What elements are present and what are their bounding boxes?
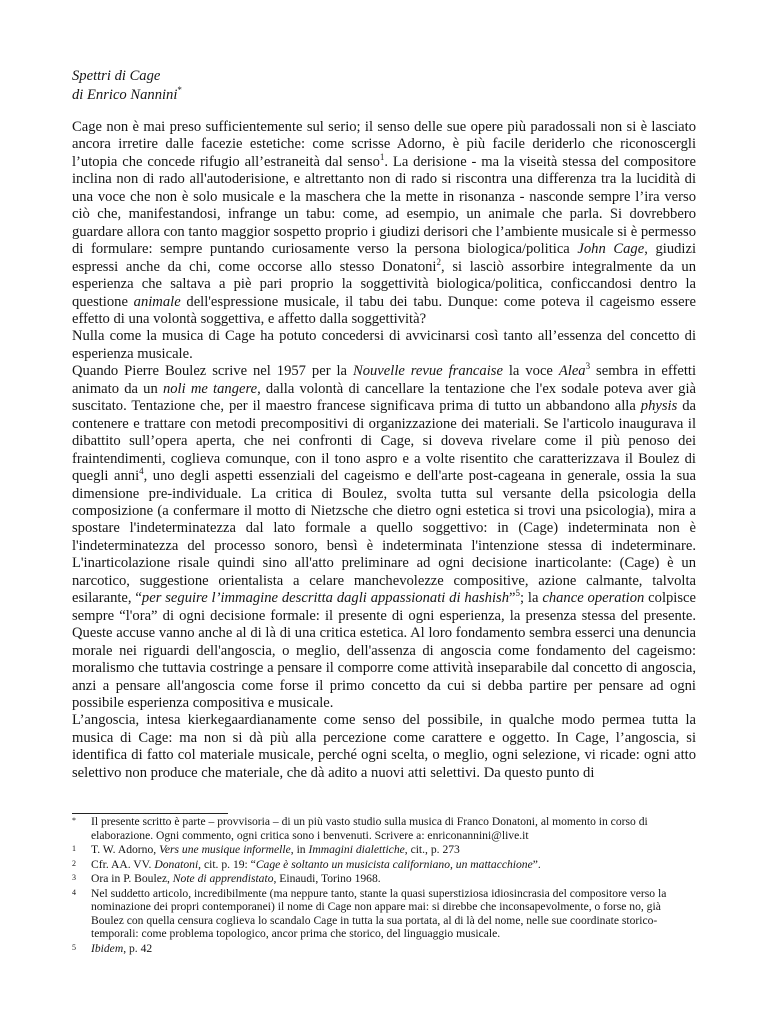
text-run: , dalla volontà di cancellare la tentazione che l'ex sodale poteva aver già suscitato. Tentazione che, per il maestro francese significava prima di tutto un abbandono alla: [72, 380, 696, 415]
italic-text: noli me tangere: [162, 380, 258, 397]
italic-text: Note di apprendistato: [172, 872, 274, 885]
text-run: Il presente scritto è parte – provvisoria – di un più vasto studio sulla musica di Franco Donatoni, al momento in corso di elaborazione. Ogni commento, ogni critica sono i benvenuti. Scrivere a: enriconannini@live.it: [91, 815, 648, 842]
text-run: Cage non è mai preso sufficientemente sul serio; il senso delle sue opere più paradossali non si è lasciato ancora irretire dalle facezie estetiche: come scrisse Adorno, è più facile deriderlo che riconoscergli l’utopia che concede rifugio all’estraneità dal senso: [72, 119, 696, 170]
text-run: colpisce sempre “l'ora” di ogni decisione formale: il presente di ogni esperienza, la presenza stessa del presente. Queste accuse vanno anche al di là di una critica estetica. Al loro fondamento sembra esserci una denuncia morale nei riguardi dell'angoscia, o meglio, dell'assenza di angoscia come fondamento del cageismo: moralismo che tuttavia costringe a pensare il comporre come attività inseparabile dal concetto di angoscia, anzi a pensare all'angoscia come forse il primo concetto da cui si debba partire per pensare ad ogni possibile esperienza compositiva e musicale.: [72, 590, 696, 711]
italic-text: Nouvelle revue francaise: [352, 363, 503, 380]
text-run: la voce: [502, 363, 559, 380]
text-run: , uno degli aspetti essenziali del cageismo e dell'arte post-cageana in generale, ossia la sua dimensione pre-individuale. La critica di Boulez, svolta tutta sul versante della psicologia della composizione (a confermare il motto di Nietzsche che dietro ogni estetica si trovi una psicologia), mira a spostare l'indeterminatezza dal lato formale a quello soggettivo: in (Cage) indeterminata non è l'indeterminatezza del processo sonoro, bensì è indeterminata l'intenzione stessa di indeterminare. L'inarticolazione risale quindi sino all'atto preliminare ad ogni decisione inarticolante: (Cage) è un narcotico, suggestione orientalista a celare manchevolezze compositive, azione calmante, talvolta esilarante, “: [72, 468, 696, 607]
italic-text: Cage è soltanto un musicista californiano, un mattacchione: [255, 857, 533, 871]
footnote-reference: 2: [436, 256, 441, 267]
text-run: , giudizi espressi anche da chi, come occorse allo stesso Donatoni: [72, 241, 696, 275]
footnote: [72, 843, 696, 857]
footnote: [72, 815, 696, 842]
text-run: T. W. Adorno,: [91, 843, 160, 856]
text-run: ; la: [520, 590, 543, 607]
italic-text: Immagini dialettiche: [308, 843, 405, 856]
text-run: dell'espressione musicale, il tabu dei tabu. Dunque: come poteva il cageismo essere effetto di una volontà soggettiva, e affetto dalla soggettività?: [72, 293, 696, 327]
footnote-reference: 3: [585, 361, 591, 372]
paragraph: [72, 363, 696, 712]
italic-text: Vers une musique informelle: [159, 843, 291, 856]
text-run: Nel suddetto articolo, incredibilmente (ma neppure tanto, stante la quasi superstiziosa idiosincrasia del compositore verso la nominazione dei propri contemporanei) il nome di Cage non appare mai: si direbbe che inconsapevolmente, o forse no, già Boulez con quella censura coglieva lo scandalo Cage in tutta la sua portata, al di là del nome, nelle sue coordinate storico-temporali: come problema topologico, ancor prima che storico, del linguaggio musicale.: [91, 886, 667, 940]
text-run: ”.: [532, 857, 541, 871]
footnote-mark: 4: [72, 887, 76, 897]
footnote: [72, 858, 696, 872]
paragraph: [72, 712, 696, 782]
text-run: sembra in effetti animato da un: [72, 363, 697, 397]
footnote-mark: 1: [72, 844, 76, 853]
footnote-reference: 4: [139, 466, 144, 477]
italic-text: animale: [133, 293, 181, 310]
footnote: [72, 942, 696, 956]
italic-text: chance operation: [542, 590, 645, 607]
paragraph: [72, 119, 696, 328]
italic-text: physis: [640, 398, 678, 415]
text-run: , cit. p. 19: “: [198, 857, 256, 871]
footnote: [72, 887, 696, 941]
footnote-mark: 2: [72, 858, 76, 868]
text-run: Nulla come la musica di Cage ha potuto concedersi di avvicinarsi così tanto all’essenza del concetto di esperienza musicale.: [72, 328, 696, 362]
italic-text: John Cage: [577, 241, 645, 258]
text-run: Ora in P. Boulez,: [91, 872, 173, 885]
footnote-reference: 1: [379, 152, 385, 163]
footnote-mark: 3: [72, 873, 76, 882]
article-author: [72, 86, 692, 105]
footnote-text: [91, 815, 696, 842]
footnote: [72, 872, 696, 886]
footnote-reference: 5: [515, 588, 520, 599]
article-title: Spettri di Cage: [72, 68, 161, 84]
text-run: ”: [509, 590, 516, 607]
italic-text: Alea: [558, 363, 586, 380]
footnote-mark: *: [72, 816, 76, 825]
footnote-text: [91, 942, 696, 956]
footnote-ref-star: *: [177, 85, 182, 96]
italic-text: Donatoni: [154, 857, 199, 871]
italic-text: Ibidem: [91, 941, 124, 955]
text-run: Quando Pierre Boulez scrive nel 1957 per la: [72, 363, 353, 380]
text-run: , in: [290, 843, 309, 856]
text-run: Cfr. AA. VV.: [91, 857, 155, 871]
text-run: , cit., p. 273: [404, 843, 460, 856]
text-run: . La derisione - ma la viseità stessa del compositore inclina non di rado all'autoderisione, e altrettanto non di rado si riscontra una differenza tra la lucidità di una voce che non è solo musicale e la maschera che la mette in risonanza - nasconde sempre l’ira verso ciò che, manifestandosi, infrange un tabu: come, ad esempio, un animale che parla. Si dovrebbero guardare allora con tanto maggior sospetto proprio i giudizi derisori che l’ambiente musicale si è permesso di formulare: sempre puntando curiosamente verso la persona biologica/politica: [72, 153, 696, 258]
text-run: L’angoscia, intesa kierkegaardianamente come senso del possibile, in qualche modo permea tutta la musica di Cage: ma non si dà più alla percezione come carattere e oggetto. In Cage, l’angoscia, si identifica di fatto col materiale musicale, perché ogni scelta, o meglio, ogni selezione, vi ricade: ogni atto selettivo non produce che materiale, che dà adito a nuovi atti selettivi. Da questo punto di: [72, 712, 696, 781]
text-run: , si lasciò assorbire integralmente da un esperienza che saltava a piè pari proprio la soggettività biologica/politica, conficcandosi dentro la questione: [72, 258, 697, 310]
footnote-mark: 5: [72, 942, 76, 952]
paragraph: [72, 328, 696, 363]
text-run: , Einaudi, Torino 1968.: [273, 872, 381, 885]
footnote-text: [91, 858, 696, 872]
article-body: [72, 119, 696, 782]
text-run: da contenere e trattare con metodi precompositivi di organizzazione dei materiali. Se l'articolo inaugurava il dibattito sull’opera aperta, che nei confronti di Cage, si doveva rivelare come il più penoso dei fraintendimenti, coglieva comunque, con il tono aspro e a volte risentito che caratterizzava il Boulez di quegli anni: [72, 398, 696, 485]
footnote-separator: [72, 813, 228, 814]
title-block: [72, 67, 692, 105]
text-run: , p. 42: [123, 941, 153, 955]
footnote-text: [91, 843, 696, 857]
italic-text: per seguire l’immagine descritta dagli appassionati di hashish: [141, 590, 510, 607]
footnote-text: [91, 887, 696, 941]
footnotes: [72, 815, 696, 955]
footnote-text: [91, 872, 696, 886]
author-name: di Enrico Nannini: [72, 87, 178, 103]
